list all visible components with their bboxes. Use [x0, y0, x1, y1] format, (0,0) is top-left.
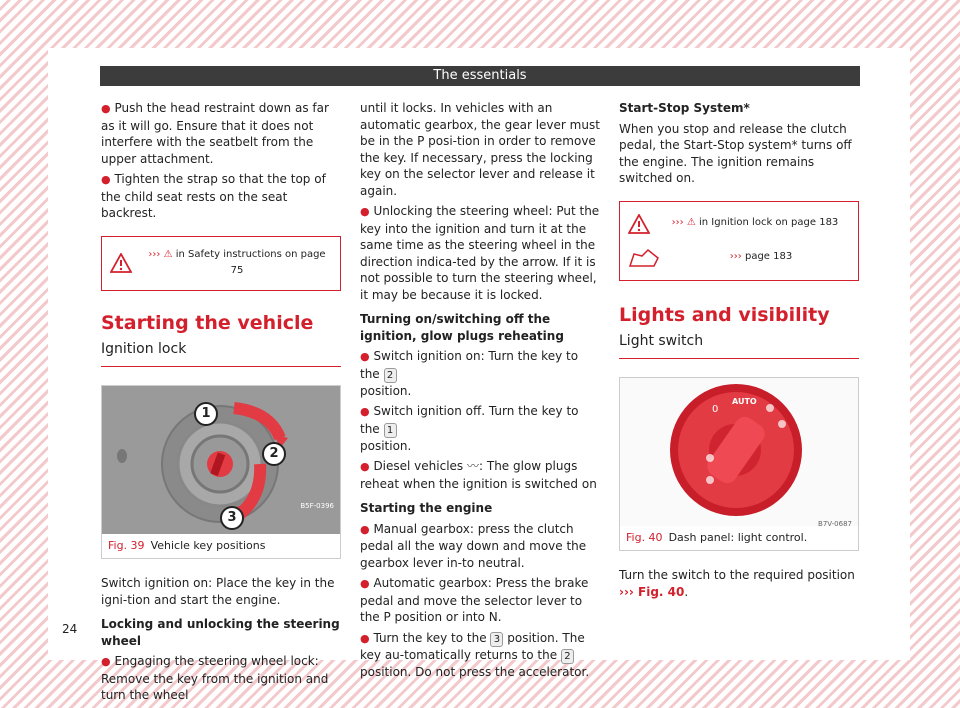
position-0-label: 0 — [712, 403, 719, 415]
paragraph-heading: Starting the engine — [360, 501, 493, 515]
running-header: The essentials — [100, 66, 860, 86]
callout-ref-3: 3 — [490, 632, 503, 647]
warning-triangle-icon — [628, 214, 650, 234]
bullet-item: ● Tighten the strap so that the top of the child seat rests on the seat backrest. — [101, 172, 326, 220]
glow-plug-icon: 〰 — [467, 459, 480, 473]
light-switch-photo — [620, 378, 858, 526]
section-title: Starting the vehicle — [101, 311, 314, 334]
bullet-item: ● Unlocking the steering wheel: Put the key into the ignition and turn it at the same time as the steering wheel in the direction indica-ted by the arrow. If it is not possible to turn the steering wheel, it may be because it is locked. — [360, 204, 600, 302]
paragraph: When you stop and release the clutch pedal, the Start-Stop system* turns off the engine. The ignition remains switched on. — [619, 121, 852, 185]
page-number: 24 — [62, 622, 78, 636]
column-1 — [101, 100, 341, 708]
bullet-item: ● Turn the key to the 3 position. The key au-tomatically returns to the 2 position. Do not press the accelerator. — [360, 630, 590, 679]
warning-triangle-icon — [110, 253, 132, 273]
bullet-item: ● Switch ignition off. Turn the key to the 1 position. — [360, 404, 579, 453]
callout-ref-2: 2 — [384, 368, 397, 383]
image-code: B5F-0396 — [300, 501, 334, 510]
figure-caption: Fig. 39 Vehicle key positions — [108, 538, 266, 552]
warning-reference[interactable]: ››› ⚠ in Safety instructions on page 75 — [148, 248, 326, 276]
callout-3: 3 — [220, 506, 244, 530]
bullet-item: ● Push the head restraint down as far as it will go. Ensure that it does not interfere with the seatbelt from the upper attachment. — [101, 101, 329, 166]
image-code: B7V-0687 — [818, 519, 852, 526]
bullet-item: ● Manual gearbox: press the clutch pedal all the way down and move the gearbox lever in-to neutral. — [360, 521, 587, 570]
warning-triangle-icon: ⚠ — [163, 248, 173, 260]
callout-ref-1: 1 — [384, 423, 397, 438]
warning-reference[interactable]: ››› ⚠ in Ignition lock on page 183 — [671, 217, 839, 229]
warning-box — [101, 236, 341, 291]
warning-box — [619, 201, 859, 281]
page-reference[interactable]: ››› page 183 — [729, 251, 793, 263]
subsection-title: Ignition lock — [101, 341, 341, 367]
environment-note-icon — [628, 248, 662, 268]
paragraph-heading: Turning on/switching off the ignition, glow plugs reheating — [360, 312, 564, 343]
column-3 — [619, 100, 859, 608]
callout-2: 2 — [262, 442, 286, 466]
paragraph: until it locks. In vehicles with an automatic gearbox, the gear lever must be in the P posi-tion in order to remove the key. If necessary, press the locking key on the selector lever and release it again. — [360, 101, 600, 198]
paragraph: Turn the switch to the required position ››› Fig. 40. — [619, 568, 855, 599]
bullet-item: ● Automatic gearbox: Press the brake pedal and move the selector lever to the P position or into N. — [360, 576, 589, 624]
paragraph-heading: Locking and unlocking the steering wheel — [101, 617, 340, 648]
figure-39 — [101, 385, 341, 560]
bullet-item: ● Switch ignition on: Turn the key to the 2 position. — [360, 349, 579, 398]
callout-1: 1 — [194, 402, 218, 426]
figure-40 — [619, 377, 859, 552]
auto-label: AUTO — [732, 396, 757, 406]
paragraph-heading: Start-Stop System* — [619, 101, 750, 115]
paragraph: Switch ignition on: Place the key in the igni-tion and start the engine. — [101, 576, 335, 607]
bullet-item: ● Diesel vehicles 〰: The glow plugs reheat when the ignition is switched on — [360, 459, 597, 491]
warning-triangle-icon: ⚠ — [686, 217, 696, 229]
figure-caption: Fig. 40 Dash panel: light control. — [626, 530, 808, 544]
column-2 — [360, 100, 600, 685]
bullet-item: ● Engaging the steering wheel lock: Remove the key from the ignition and turn the wheel — [101, 654, 329, 702]
callout-ref-2: 2 — [561, 649, 574, 664]
ignition-key-photo — [102, 386, 340, 534]
subsection-title: Light switch — [619, 333, 859, 359]
figure-link[interactable]: ››› Fig. 40 — [619, 584, 685, 599]
section-title: Lights and visibility — [619, 303, 830, 326]
